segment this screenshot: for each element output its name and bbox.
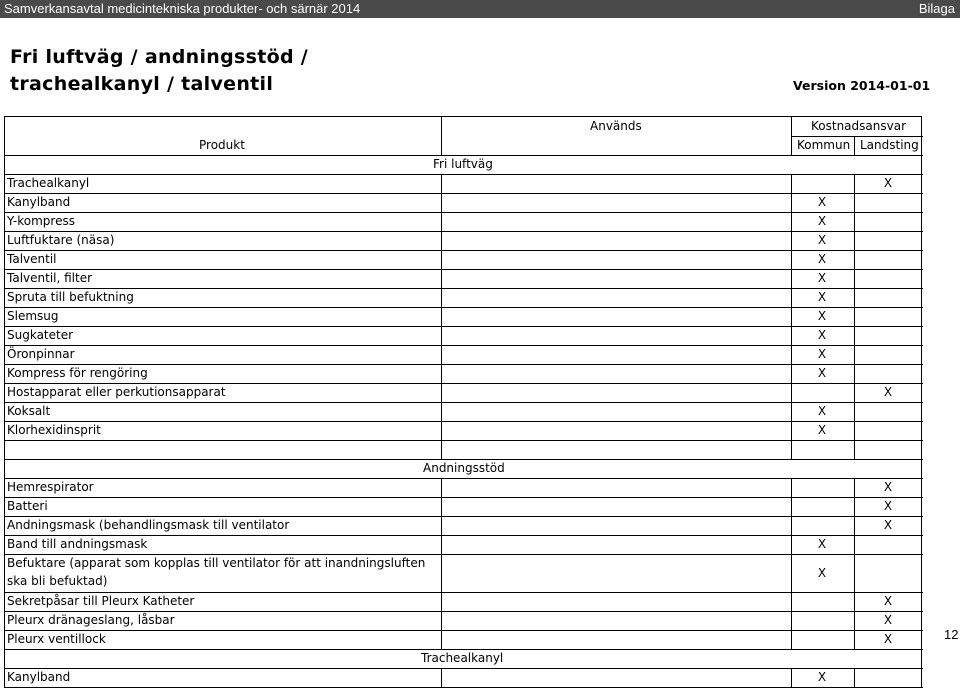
grid-vline	[441, 478, 442, 497]
grid-vline	[791, 516, 792, 535]
grid-vline	[854, 269, 855, 288]
row-label: Kanylband	[7, 670, 71, 684]
grid-vline	[854, 193, 855, 212]
grid-hline	[5, 288, 923, 289]
grid-vline	[791, 440, 792, 459]
row-label: Kanylband	[7, 195, 71, 209]
header-title: Samverkansavtal medicintekniska produkter- och särnär 2014	[4, 1, 361, 16]
grid-vline	[441, 364, 442, 383]
grid-hline	[5, 630, 923, 631]
row-label: Band till andningsmask	[7, 537, 148, 551]
grid-vline	[854, 326, 855, 345]
grid-vline	[441, 421, 442, 440]
row-label: Befuktare (apparat som kopplas till ventilator för att inandningsluften	[7, 556, 426, 570]
landsting-mark: X	[883, 518, 893, 532]
grid-vline	[854, 307, 855, 326]
grid-vline	[854, 478, 855, 497]
row-label: Andningsmask (behandlingsmask till ventilator	[7, 518, 290, 532]
grid-hline	[5, 402, 923, 403]
grid-hline	[5, 212, 923, 213]
grid-vline	[441, 307, 442, 326]
grid-vline	[854, 668, 855, 687]
landsting-mark: X	[883, 176, 893, 190]
grid-vline	[854, 231, 855, 250]
product-table	[4, 116, 922, 688]
grid-hline	[791, 136, 923, 137]
grid-hline	[5, 440, 923, 441]
page-number: 12	[944, 627, 959, 642]
grid-vline	[441, 193, 442, 212]
row-label: Batteri	[7, 499, 48, 513]
section-title: Andningsstöd	[423, 461, 505, 475]
grid-vline	[791, 592, 792, 611]
grid-vline	[791, 402, 792, 421]
row-label: Sugkateter	[7, 328, 74, 342]
row-label: Pleurx dränageslang, låsbar	[7, 613, 175, 627]
row-label: Hemrespirator	[7, 480, 94, 494]
grid-vline	[854, 288, 855, 307]
grid-hline	[5, 174, 923, 175]
grid-vline	[441, 288, 442, 307]
grid-vline	[791, 212, 792, 231]
landsting-mark: X	[883, 632, 893, 646]
grid-vline	[791, 250, 792, 269]
grid-vline	[441, 231, 442, 250]
grid-vline	[441, 668, 442, 687]
grid-vline	[441, 174, 442, 193]
grid-vline	[854, 364, 855, 383]
grid-vline	[791, 174, 792, 193]
kommun-mark: X	[817, 347, 827, 361]
grid-vline	[791, 478, 792, 497]
row-label: ska bli befuktad)	[7, 574, 108, 588]
col-header-landsting: Landsting	[860, 138, 919, 152]
document-title	[10, 44, 308, 98]
kommun-mark: X	[817, 404, 827, 418]
document-title-line2: trachealkanyl / talventil	[10, 73, 274, 95]
grid-vline	[791, 307, 792, 326]
grid-vline	[441, 535, 442, 554]
row-label: Luftfuktare (näsa)	[7, 233, 115, 247]
row-label: Y-kompress	[7, 214, 75, 228]
grid-vline	[791, 326, 792, 345]
grid-vline	[791, 288, 792, 307]
grid-vline	[854, 402, 855, 421]
grid-vline	[441, 212, 442, 231]
grid-vline	[441, 345, 442, 364]
grid-hline	[5, 421, 923, 422]
col-header-kostnadsansvar: Kostnadsansvar	[811, 119, 906, 133]
grid-vline	[441, 326, 442, 345]
grid-vline	[854, 592, 855, 611]
grid-vline	[441, 250, 442, 269]
row-label: Klorhexidinsprit	[7, 423, 101, 437]
grid-vline	[791, 554, 792, 592]
grid-vline	[854, 535, 855, 554]
grid-vline	[791, 421, 792, 440]
grid-vline	[791, 345, 792, 364]
row-label: Talventil, filter	[7, 271, 93, 285]
grid-vline	[854, 440, 855, 459]
grid-vline	[441, 117, 442, 155]
grid-vline	[791, 668, 792, 687]
header-tag: Bilaga	[918, 1, 955, 16]
kommun-mark: X	[817, 537, 827, 551]
grid-hline	[5, 250, 923, 251]
landsting-mark: X	[883, 499, 893, 513]
grid-hline	[5, 231, 923, 232]
grid-vline	[854, 345, 855, 364]
grid-vline	[854, 516, 855, 535]
grid-vline	[441, 402, 442, 421]
grid-vline	[854, 174, 855, 193]
grid-vline	[441, 383, 442, 402]
grid-hline	[5, 193, 923, 194]
grid-vline	[441, 497, 442, 516]
grid-vline	[441, 440, 442, 459]
grid-vline	[791, 364, 792, 383]
kommun-mark: X	[817, 252, 827, 266]
grid-vline	[791, 231, 792, 250]
kommun-mark: X	[817, 271, 827, 285]
document-title-line1: Fri luftväg / andningsstöd /	[10, 46, 309, 68]
grid-vline	[441, 516, 442, 535]
grid-hline	[5, 497, 923, 498]
grid-hline	[5, 326, 923, 327]
landsting-mark: X	[883, 385, 893, 399]
row-label: Trachealkanyl	[7, 176, 90, 190]
kommun-mark: X	[817, 214, 827, 228]
grid-vline	[791, 611, 792, 630]
grid-vline	[441, 592, 442, 611]
grid-vline	[791, 383, 792, 402]
kommun-mark: X	[817, 565, 827, 580]
grid-hline	[5, 687, 923, 688]
kommun-mark: X	[817, 328, 827, 342]
landsting-mark: X	[883, 480, 893, 494]
grid-vline	[791, 497, 792, 516]
grid-vline	[441, 269, 442, 288]
grid-vline	[791, 630, 792, 649]
section-title: Trachealkanyl	[421, 651, 504, 665]
grid-vline	[854, 497, 855, 516]
row-label: Slemsug	[7, 309, 59, 323]
kommun-mark: X	[817, 366, 827, 380]
row-label: Sekretpåsar till Pleurx Katheter	[7, 594, 195, 608]
row-label: Pleurx ventillock	[7, 632, 106, 646]
col-header-anvands: Används	[590, 119, 642, 133]
grid-vline	[791, 193, 792, 212]
grid-vline	[854, 212, 855, 231]
landsting-mark: X	[883, 613, 893, 627]
grid-vline	[441, 611, 442, 630]
kommun-mark: X	[817, 290, 827, 304]
landsting-mark: X	[883, 594, 893, 608]
grid-vline	[791, 269, 792, 288]
grid-vline	[791, 535, 792, 554]
kommun-mark: X	[817, 309, 827, 323]
row-label: Talventil	[7, 252, 57, 266]
row-label: Kompress för rengöring	[7, 366, 148, 380]
col-header-produkt: Produkt	[199, 138, 245, 152]
grid-hline	[5, 345, 923, 346]
kommun-mark: X	[817, 195, 827, 209]
version-label: Version 2014-01-01	[793, 78, 931, 93]
row-label: Koksalt	[7, 404, 51, 418]
grid-hline	[5, 478, 923, 479]
grid-vline	[441, 630, 442, 649]
grid-vline	[854, 250, 855, 269]
grid-hline	[5, 307, 923, 308]
kommun-mark: X	[817, 670, 827, 684]
row-label: Öronpinnar	[7, 347, 75, 361]
grid-vline	[854, 421, 855, 440]
grid-hline	[5, 668, 923, 669]
kommun-mark: X	[817, 233, 827, 247]
grid-hline	[5, 269, 923, 270]
section-title: Fri luftväg	[433, 157, 493, 171]
grid-vline	[854, 383, 855, 402]
row-label: Hostapparat eller perkutionsapparat	[7, 385, 226, 399]
grid-vline	[854, 136, 855, 155]
top-header-bar	[0, 0, 960, 18]
grid-vline	[854, 611, 855, 630]
grid-vline	[441, 554, 442, 592]
col-header-kommun: Kommun	[797, 138, 851, 152]
grid-vline	[854, 630, 855, 649]
grid-vline	[854, 554, 855, 592]
row-label: Spruta till befuktning	[7, 290, 134, 304]
kommun-mark: X	[817, 423, 827, 437]
